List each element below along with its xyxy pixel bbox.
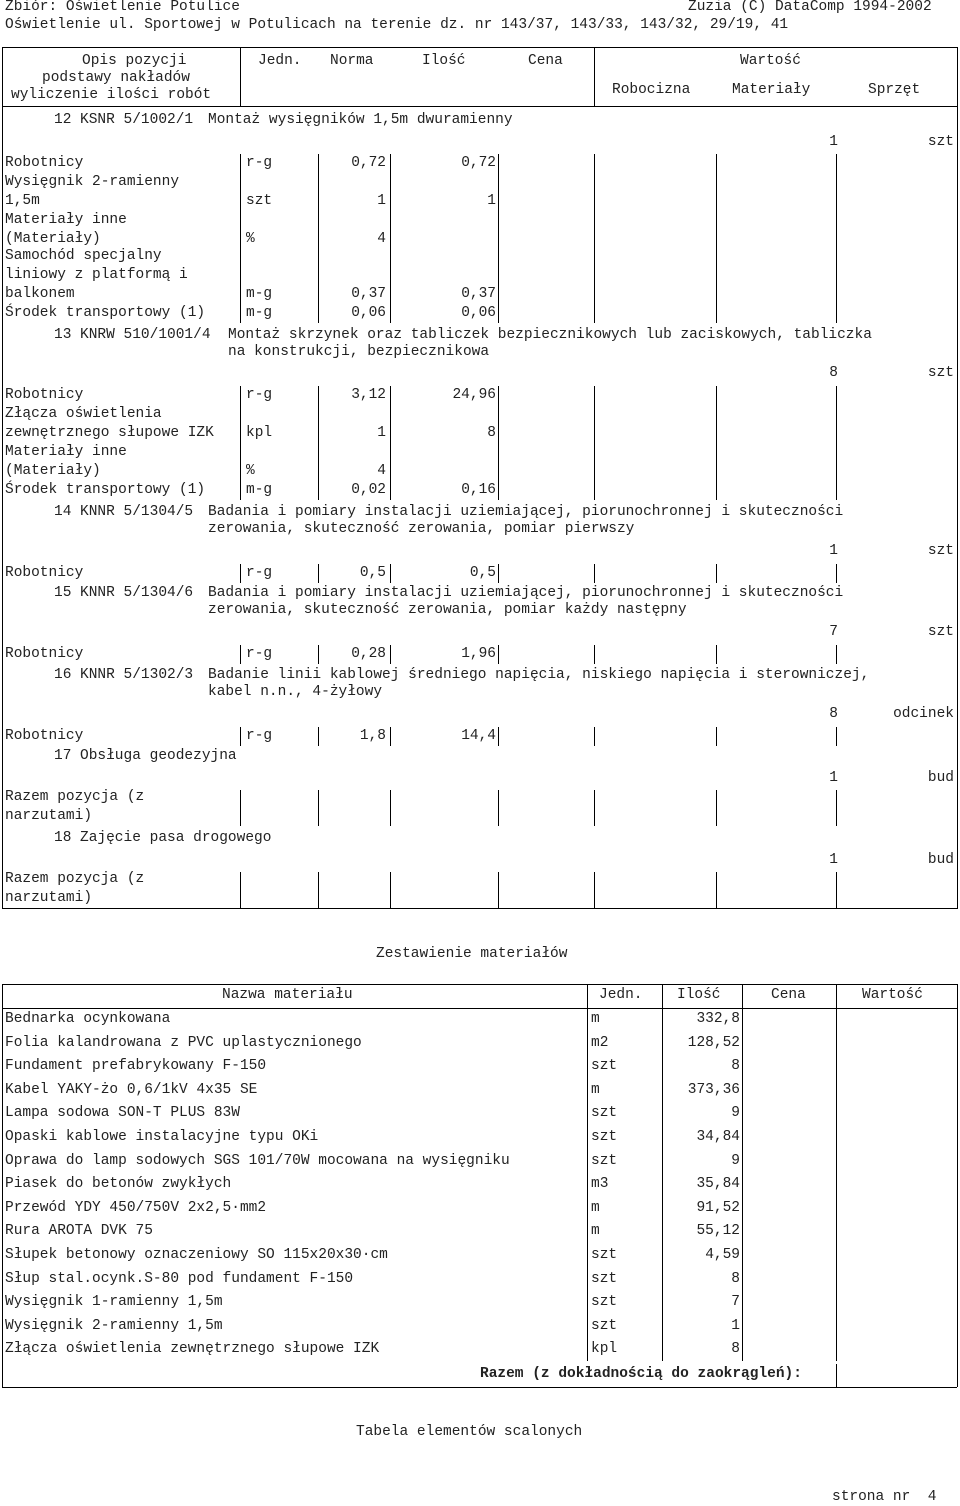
- cell-divider: [498, 405, 499, 443]
- materials-col-divider: [742, 984, 743, 1361]
- cell-divider: [498, 154, 499, 173]
- resource-norm: 4: [377, 231, 386, 247]
- cell-divider: [318, 790, 319, 826]
- position-description: Badanie linii kablowej średniego napięcia, niskiego napięcia i sterowniczej,: [208, 667, 870, 683]
- cell-divider: [716, 443, 717, 481]
- materials-header-name: Nazwa materiału: [222, 987, 353, 1003]
- position-number: 14: [54, 504, 72, 520]
- cell-divider: [390, 386, 391, 405]
- material-quantity: 91,52: [696, 1199, 740, 1216]
- header-opis: podstawy nakładów: [42, 70, 190, 86]
- material-unit: kpl: [591, 1341, 618, 1358]
- material-quantity: 55,12: [696, 1223, 740, 1240]
- cell-divider: [836, 564, 837, 583]
- resource-name: Robotnicy: [5, 728, 84, 744]
- cell-divider: [318, 443, 319, 481]
- resource-name: Środek transportowy (1): [5, 305, 206, 321]
- resource-unit: szt: [246, 193, 273, 209]
- cell-divider: [240, 481, 241, 500]
- resource-quantity: 0,37: [461, 286, 496, 302]
- cell-divider: [594, 249, 595, 304]
- material-quantity: 8: [731, 1058, 740, 1075]
- position-code: KNNR 5/1302/3: [80, 667, 194, 683]
- header-jedn: Jedn.: [258, 53, 302, 69]
- cell-divider: [240, 173, 241, 211]
- position-unit: szt: [927, 543, 954, 559]
- cell-divider: [318, 304, 319, 323]
- cell-divider: [240, 154, 241, 173]
- material-unit: m3: [591, 1176, 609, 1193]
- resource-name: Środek transportowy (1): [5, 482, 206, 498]
- header-sprzet: Sprzęt: [868, 82, 921, 98]
- cell-divider: [498, 443, 499, 481]
- header-opis: wyliczenie ilości robót: [11, 87, 212, 103]
- resource-name: (Materiały): [5, 463, 101, 479]
- cell-divider: [390, 154, 391, 173]
- cell-divider: [716, 173, 717, 211]
- cell-divider: [594, 564, 595, 583]
- resource-quantity: 0,16: [461, 482, 496, 498]
- cell-divider: [318, 872, 319, 908]
- header-opis: Opis pozycji: [82, 53, 187, 69]
- position-unit: odcinek: [893, 706, 954, 722]
- position-unit: szt: [927, 134, 954, 150]
- cell-divider: [498, 249, 499, 304]
- cell-divider: [594, 645, 595, 664]
- resource-quantity: 0,72: [461, 155, 496, 171]
- resource-name: Złącza oświetlenia: [5, 406, 162, 422]
- position-description: Montaż skrzynek oraz tabliczek bezpiecznikowych lub zaciskowych, tabliczka: [228, 327, 872, 343]
- position-quantity: 1: [829, 852, 838, 868]
- cell-divider: [594, 405, 595, 443]
- cell-divider: [390, 304, 391, 323]
- header-robocizna: Robocizna: [612, 82, 691, 98]
- position-description: zerowania, skuteczność zerowania, pomiar pierwszy: [208, 521, 635, 537]
- cell-divider: [594, 386, 595, 405]
- header-copyright: Zuzia (C) DataComp 1994-2002: [688, 0, 932, 15]
- cell-divider: [240, 211, 241, 249]
- material-unit: szt: [591, 1058, 618, 1075]
- material-name: Rura AROTA DVK 75: [5, 1223, 153, 1240]
- cell-divider: [836, 249, 837, 304]
- table-right-border: [957, 47, 958, 909]
- resource-norm: 3,12: [351, 387, 386, 403]
- resource-quantity: 0,5: [469, 565, 496, 581]
- cell-divider: [716, 304, 717, 323]
- resource-name: liniowy z platformą i: [5, 267, 188, 283]
- resource-unit: r-g: [246, 646, 273, 662]
- resource-unit: r-g: [246, 387, 273, 403]
- cell-divider: [390, 564, 391, 583]
- resource-name: Robotnicy: [5, 646, 84, 662]
- position-quantity: 1: [829, 134, 838, 150]
- material-name: Wysięgnik 2-ramienny 1,5m: [5, 1317, 223, 1334]
- materials-col-divider: [836, 984, 837, 1361]
- resource-name: Samochód specjalny: [5, 248, 162, 264]
- resource-norm: 0,06: [351, 305, 386, 321]
- cell-divider: [716, 727, 717, 746]
- material-unit: szt: [591, 1247, 618, 1263]
- position-number: 16: [54, 667, 72, 683]
- resource-name: 1,5m: [5, 193, 40, 209]
- materials-left-border: [2, 984, 3, 1387]
- cell-divider: [390, 443, 391, 481]
- material-unit: szt: [591, 1294, 618, 1311]
- header-project-title: Oświetlenie ul. Sportowej w Potulicach na terenie dz. nr 143/37, 143/33, 143/32, 29/19, 41: [5, 17, 789, 33]
- material-name: Złącza oświetlenia zewnętrznego słupowe IZK: [5, 1341, 380, 1358]
- materials-bottom-border: [2, 1387, 957, 1388]
- resource-name: Razem pozycja (z: [5, 789, 145, 805]
- resource-unit: %: [246, 231, 255, 247]
- material-name: Słup stal.ocynk.S-80 pod fundament F-150: [5, 1270, 354, 1287]
- position-description: zerowania, skuteczność zerowania, pomiar każdy następny: [208, 602, 687, 618]
- header-collection: Zbiór: Oświetlenie Potulice: [5, 0, 240, 15]
- materials-right-border: [957, 984, 958, 1387]
- cell-divider: [836, 790, 837, 826]
- materials-col-divider: [836, 1364, 837, 1387]
- position-number: 15: [54, 585, 72, 601]
- resource-name: Robotnicy: [5, 155, 84, 171]
- materials-col-divider: [587, 984, 588, 1361]
- resource-quantity: 8: [487, 425, 496, 441]
- cell-divider: [716, 645, 717, 664]
- resource-unit: m-g: [246, 305, 273, 321]
- materials-header-value: Wartość: [862, 987, 923, 1003]
- cell-divider: [318, 564, 319, 583]
- resource-name: balkonem: [5, 286, 75, 302]
- resource-quantity: 0,06: [461, 305, 496, 321]
- cell-divider: [390, 249, 391, 304]
- position-quantity: 8: [829, 365, 838, 381]
- cell-divider: [498, 645, 499, 664]
- materials-header-border: [2, 1008, 957, 1009]
- cell-divider: [240, 249, 241, 304]
- material-name: Przewód YDY 450/750V 2x2,5·mm2: [5, 1199, 267, 1216]
- position-number: 18: [54, 830, 72, 846]
- material-name: Kabel YAKY-żo 0,6/1kV 4x35 SE: [5, 1081, 258, 1098]
- material-name: Fundament prefabrykowany F-150: [5, 1058, 267, 1075]
- resource-unit: kpl: [246, 425, 273, 441]
- cell-divider: [318, 405, 319, 443]
- position-number: 13: [54, 327, 72, 343]
- material-unit: szt: [591, 1152, 618, 1169]
- resource-quantity: 14,4: [461, 728, 496, 744]
- position-code: KNNR 5/1304/5: [80, 504, 194, 520]
- resource-unit: %: [246, 463, 255, 479]
- cell-divider: [240, 405, 241, 443]
- resource-name: (Materiały): [5, 231, 101, 247]
- header-cena: Cena: [528, 53, 563, 69]
- table-left-border: [2, 47, 3, 909]
- material-name: Bednarka ocynkowana: [5, 1011, 171, 1027]
- cell-divider: [498, 872, 499, 908]
- cell-divider: [318, 386, 319, 405]
- cell-divider: [594, 211, 595, 249]
- materials-header-price: Cena: [771, 987, 806, 1003]
- resource-name: narzutami): [5, 808, 93, 824]
- materials-col-divider: [662, 984, 663, 1361]
- position-quantity: 1: [829, 770, 838, 786]
- resource-norm: 0,28: [351, 646, 386, 662]
- cell-divider: [716, 564, 717, 583]
- cell-divider: [318, 211, 319, 249]
- position-unit: bud: [927, 770, 954, 786]
- cell-divider: [318, 481, 319, 500]
- resource-norm: 0,37: [351, 286, 386, 302]
- cell-divider: [240, 304, 241, 323]
- resource-quantity: 1,96: [461, 646, 496, 662]
- cell-divider: [318, 173, 319, 211]
- cell-divider: [240, 872, 241, 908]
- cell-divider: [836, 154, 837, 173]
- cell-divider: [594, 790, 595, 826]
- cell-divider: [836, 173, 837, 211]
- resource-name: Wysięgnik 2-ramienny: [5, 174, 180, 190]
- header-divider: [594, 47, 595, 106]
- position-description: kabel n.n., 4-żyłowy: [208, 684, 383, 700]
- cell-divider: [318, 249, 319, 304]
- cell-divider: [836, 405, 837, 443]
- materials-total-label: Razem (z dokładnością do zaokrągleń):: [480, 1366, 802, 1382]
- material-name: Słupek betonowy oznaczeniowy SO 115x20x30·cm: [5, 1247, 388, 1263]
- header-norma: Norma: [330, 53, 374, 69]
- cell-divider: [240, 790, 241, 826]
- material-name: Piasek do betonów zwykłych: [5, 1176, 232, 1193]
- cell-divider: [498, 211, 499, 249]
- position-number: 17: [54, 748, 72, 764]
- material-unit: szt: [591, 1105, 618, 1122]
- cell-divider: [594, 872, 595, 908]
- material-name: Oprawa do lamp sodowych SGS 101/70W mocowana na wysięgniku: [5, 1152, 510, 1169]
- material-quantity: 9: [731, 1152, 740, 1169]
- resource-name: narzutami): [5, 890, 93, 906]
- position-unit: bud: [927, 852, 954, 868]
- material-quantity: 8: [731, 1341, 740, 1358]
- header-wartosc: Wartość: [740, 53, 801, 69]
- cell-divider: [498, 564, 499, 583]
- materials-header-unit: Jedn.: [599, 987, 643, 1003]
- cell-divider: [498, 173, 499, 211]
- material-quantity: 4,59: [705, 1247, 740, 1263]
- resource-norm: 0,72: [351, 155, 386, 171]
- resource-norm: 0,5: [359, 565, 386, 581]
- material-unit: m: [591, 1081, 600, 1098]
- resource-unit: r-g: [246, 565, 273, 581]
- cell-divider: [240, 443, 241, 481]
- resource-norm: 0,02: [351, 482, 386, 498]
- material-quantity: 128,52: [687, 1034, 740, 1051]
- material-quantity: 373,36: [687, 1081, 740, 1098]
- cell-divider: [594, 154, 595, 173]
- position-quantity: 1: [829, 543, 838, 559]
- position-description: Obsługa geodezyjna: [80, 748, 237, 764]
- material-unit: szt: [591, 1270, 618, 1287]
- cell-divider: [836, 443, 837, 481]
- material-unit: szt: [591, 1317, 618, 1334]
- resource-quantity: 24,96: [452, 387, 496, 403]
- cell-divider: [318, 154, 319, 173]
- cell-divider: [594, 481, 595, 500]
- cell-divider: [716, 481, 717, 500]
- resource-unit: r-g: [246, 728, 273, 744]
- position-code: KNRW 510/1001/4: [80, 327, 211, 343]
- resource-norm: 1,8: [359, 728, 386, 744]
- position-number: 12: [54, 112, 72, 128]
- table-top-border: [2, 47, 957, 48]
- resource-norm: 4: [377, 463, 386, 479]
- cell-divider: [836, 727, 837, 746]
- cell-divider: [390, 790, 391, 826]
- cell-divider: [240, 727, 241, 746]
- resource-name: Robotnicy: [5, 387, 84, 403]
- resource-unit: r-g: [246, 155, 273, 171]
- cell-divider: [716, 386, 717, 405]
- material-quantity: 9: [731, 1105, 740, 1122]
- materials-top-border: [2, 984, 957, 985]
- header-ilosc: Ilość: [422, 53, 466, 69]
- resource-unit: m-g: [246, 286, 273, 302]
- position-description: Montaż wysięgników 1,5m dwuramienny: [208, 112, 513, 128]
- cell-divider: [498, 727, 499, 746]
- cell-divider: [390, 173, 391, 211]
- table-bottom-border: [2, 908, 957, 909]
- material-quantity: 8: [731, 1270, 740, 1287]
- cell-divider: [498, 304, 499, 323]
- material-unit: m: [591, 1223, 600, 1240]
- position-unit: szt: [927, 624, 954, 640]
- resource-norm: 1: [377, 193, 386, 209]
- cell-divider: [240, 564, 241, 583]
- cell-divider: [390, 405, 391, 443]
- position-description: Zajęcie pasa drogowego: [80, 830, 272, 846]
- resource-norm: 1: [377, 425, 386, 441]
- resource-name: Materiały inne: [5, 444, 127, 460]
- cell-divider: [594, 443, 595, 481]
- cell-divider: [318, 645, 319, 664]
- cell-divider: [716, 154, 717, 173]
- header-divider: [240, 47, 241, 106]
- resource-unit: m-g: [246, 482, 273, 498]
- material-unit: m: [591, 1199, 600, 1216]
- cell-divider: [836, 645, 837, 664]
- cell-divider: [594, 173, 595, 211]
- cell-divider: [716, 405, 717, 443]
- cell-divider: [390, 481, 391, 500]
- position-description: Badania i pomiary instalacji uziemiającej, piorunochronnej i skuteczności: [208, 585, 844, 601]
- position-quantity: 7: [829, 624, 838, 640]
- cell-divider: [240, 645, 241, 664]
- resource-name: Robotnicy: [5, 565, 84, 581]
- page-number: strona nr 4: [832, 1489, 937, 1505]
- cell-divider: [716, 790, 717, 826]
- cell-divider: [318, 727, 319, 746]
- material-quantity: 34,84: [696, 1129, 740, 1145]
- position-description: Badania i pomiary instalacji uziemiającej, piorunochronnej i skuteczności: [208, 504, 844, 520]
- material-quantity: 35,84: [696, 1176, 740, 1193]
- material-unit: m2: [591, 1034, 609, 1051]
- cell-divider: [240, 386, 241, 405]
- cell-divider: [390, 211, 391, 249]
- resource-name: Materiały inne: [5, 212, 127, 228]
- cell-divider: [390, 727, 391, 746]
- resource-name: Razem pozycja (z: [5, 871, 145, 887]
- material-quantity: 7: [731, 1294, 740, 1311]
- section-title-elements: Tabela elementów scalonych: [356, 1424, 583, 1440]
- cell-divider: [836, 386, 837, 405]
- material-name: Folia kalandrowana z PVC uplastycznionego: [5, 1034, 362, 1051]
- resource-name: zewnętrznego słupowe IZK: [5, 425, 214, 441]
- position-code: KNNR 5/1304/6: [80, 585, 194, 601]
- position-unit: szt: [927, 365, 954, 381]
- materials-title: Zestawienie materiałów: [376, 946, 568, 962]
- material-quantity: 1: [731, 1317, 740, 1334]
- resource-quantity: 1: [487, 193, 496, 209]
- cell-divider: [716, 872, 717, 908]
- cell-divider: [390, 645, 391, 664]
- material-name: Opaski kablowe instalacyjne typu OKi: [5, 1129, 319, 1145]
- cell-divider: [390, 872, 391, 908]
- cell-divider: [716, 211, 717, 249]
- cell-divider: [836, 481, 837, 500]
- cell-divider: [594, 727, 595, 746]
- cell-divider: [836, 211, 837, 249]
- cell-divider: [836, 304, 837, 323]
- material-quantity: 332,8: [696, 1011, 740, 1027]
- cell-divider: [498, 481, 499, 500]
- cell-divider: [716, 249, 717, 304]
- position-code: KSNR 5/1002/1: [80, 112, 194, 128]
- header-bottom-border: [2, 106, 957, 107]
- material-unit: m: [591, 1011, 600, 1027]
- position-description: na konstrukcji, bezpiecznikowa: [228, 344, 490, 360]
- cell-divider: [594, 304, 595, 323]
- position-quantity: 8: [829, 706, 838, 722]
- material-unit: szt: [591, 1129, 618, 1145]
- cell-divider: [498, 790, 499, 826]
- header-materialy: Materiały: [732, 82, 811, 98]
- material-name: Wysięgnik 1-ramienny 1,5m: [5, 1294, 223, 1311]
- material-name: Lampa sodowa SON-T PLUS 83W: [5, 1105, 240, 1122]
- cell-divider: [498, 386, 499, 405]
- cell-divider: [836, 872, 837, 908]
- materials-header-qty: Ilość: [677, 987, 721, 1003]
